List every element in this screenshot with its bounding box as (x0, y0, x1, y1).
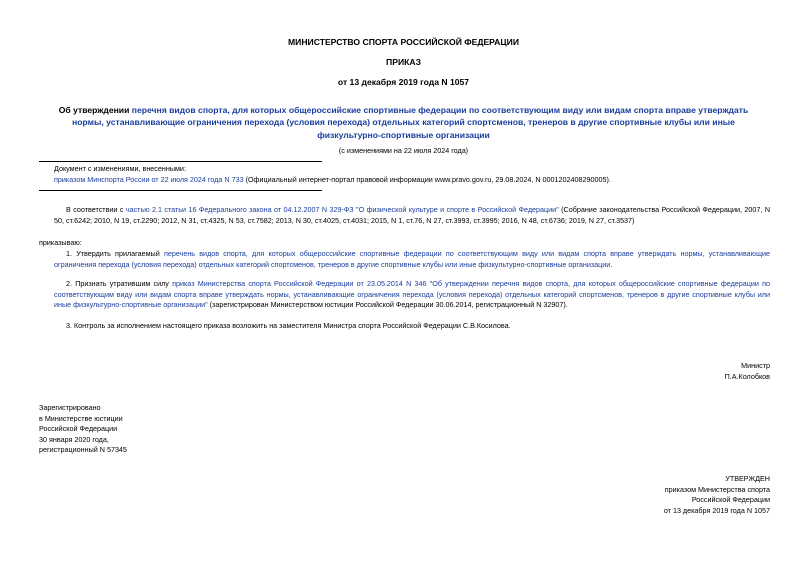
changes-label: Документ с изменениями, внесенными: (54, 164, 186, 173)
changes-source: (Официальный интернет-портал правовой информации www.pravo.gov.ru, 29.08.2024, N 0001202408290005). (243, 174, 611, 184)
document-date-number: от 13 декабря 2019 года N 1057 (337, 77, 470, 87)
registration-line: 30 января 2020 года, (39, 434, 109, 444)
approved-heading: УТВЕРЖДЕН (725, 474, 770, 483)
item-1-link[interactable]: перечень видов спорта, для которых общероссийские спортивные федерации по соответствующим виду или видам спорта вправе утверждать нормы, устанавливающие ограничения перехода (условия перехода) отдельных категорий спортсменов, тренеров в другие спортивные клубы или иные физкультурно-спортивные организации (54, 249, 770, 269)
signature-block (725, 361, 770, 382)
item-2-link[interactable]: приказ Министерства спорта Российской Федерации от 23.05.2014 N 346 "Об утверждении перечня видов спорта, для которых общероссийские спортивные федерации по соответствующим виду или видам спорта вправе утверждать нормы, устанавливающие ограничения перехода (условия перехода) отдельных категорий спортсменов, тренеров в другие спортивные клубы или иные физкультурно-спортивные организации" (54, 279, 770, 309)
item-2-text-1: 2. Признать утратившим силу (66, 279, 173, 288)
amended-note: (с изменениями на 22 июля 2024 года) (338, 146, 469, 155)
preamble-paragraph (54, 205, 770, 226)
registration-block (39, 403, 127, 456)
preamble-text-2: (Собрание законодательства Российской Федерации, 2007, N 50, ст.6242; 2010, N 19, ст.2290; 2012, N 31, ст.4325, N 53, ст.7582; 2013, N 30, ст.4025, ст.4031; 2015, N 1, ст.76, N 27, ст.3993, ст.3995; 2016, N 48, ст.6736; 2019, N 27, ст.3537) (54, 205, 771, 225)
preamble-text-1: В соответствии с (66, 205, 126, 214)
ministry-heading: МИНИСТЕРСТВО СПОРТА РОССИЙСКОЙ ФЕДЕРАЦИИ (287, 37, 519, 47)
title-link[interactable]: перечня видов спорта, для которых общероссийские спортивные федерации по соответствующим виду или видам спорта вправе утверждать (131, 105, 749, 115)
order-word: приказываю: (39, 238, 82, 247)
registration-line: в Министерстве юстиции (39, 413, 123, 423)
registration-line: Российской Федерации (39, 424, 118, 433)
title-line-2[interactable]: нормы, устанавливающие ограничения перехода (условия перехода) отдельных категорий спортсменов, тренеров в другие спортивные клубы или иные (72, 117, 735, 128)
signature-position: Министр (741, 361, 770, 370)
bottom-divider (39, 190, 322, 191)
item-2-text-2: (зарегистрирован Министерством юстиции Российской Федерации 30.06.2014, регистрационный N 32907). (207, 300, 568, 309)
top-divider (39, 161, 322, 162)
law-link[interactable]: частью 2.1 статьи 16 Федерального закона от 04.12.2007 N 329-ФЗ "О физической культуре и спорте в Российской Федерации" (125, 205, 559, 214)
item-2 (54, 279, 770, 311)
approved-block (664, 474, 770, 516)
registration-line: Зарегистрировано (39, 403, 101, 412)
document-type: ПРИКАЗ (386, 57, 421, 67)
document-title (0, 104, 807, 141)
changes-link[interactable]: приказом Минспорта России от 22 июля 2024 года N 733 (54, 174, 244, 184)
item-1-text-1: 1. Утвердить прилагаемый (66, 249, 164, 258)
title-line-3[interactable]: физкультурно-спортивные организации (317, 129, 490, 140)
approved-line: Российской Федерации (691, 495, 770, 504)
item-1 (54, 249, 770, 270)
title-prefix: Об утверждении (58, 105, 132, 115)
changes-box (54, 164, 774, 185)
item-1-text-2: . (610, 259, 613, 269)
approved-line: приказом Министерства спорта (664, 484, 770, 494)
registration-line: регистрационный N 57345 (39, 445, 127, 454)
item-3: 3. Контроль за исполнением настоящего приказа возложить на заместителя Министра спорта Российской Федерации С.В.Косилова. (66, 321, 511, 330)
approved-line: от 13 декабря 2019 года N 1057 (663, 505, 770, 515)
signature-name: П.А.Колобков (724, 371, 770, 381)
